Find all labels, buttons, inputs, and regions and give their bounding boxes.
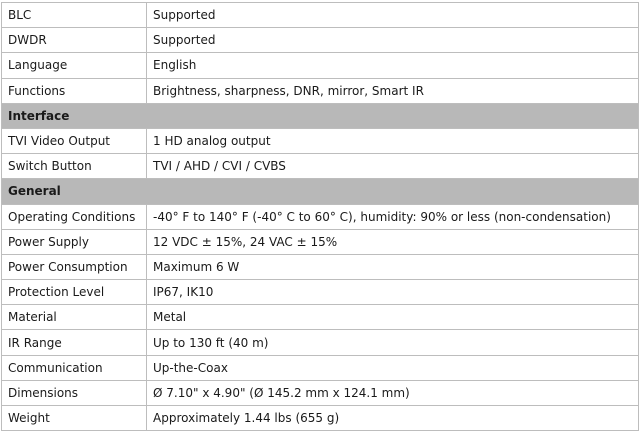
spec-value: 12 VDC ± 15%, 24 VAC ± 15% [147,229,639,254]
spec-value: Approximately 1.44 lbs (655 g) [147,406,639,431]
spec-label: Weight [2,406,147,431]
spec-value: Up to 130 ft (40 m) [147,330,639,355]
section-header-row [2,103,639,128]
spec-value: IP67, IK10 [147,280,639,305]
spec-row [2,204,639,229]
spec-row [2,53,639,78]
section-header: General [2,179,639,204]
spec-value: TVI / AHD / CVI / CVBS [147,154,639,179]
spec-row [2,380,639,405]
spec-row [2,78,639,103]
spec-label: Operating Conditions [2,204,147,229]
spec-label: TVI Video Output [2,128,147,153]
spec-label: Switch Button [2,154,147,179]
spec-label: IR Range [2,330,147,355]
spec-label: Power Consumption [2,254,147,279]
spec-value: Supported [147,3,639,28]
spec-row [2,406,639,431]
spec-label: Protection Level [2,280,147,305]
spec-value: -40° F to 140° F (-40° C to 60° C), humidity: 90% or less (non-condensation) [147,204,639,229]
spec-row [2,154,639,179]
spec-row [2,280,639,305]
spec-table [1,2,639,431]
spec-row [2,229,639,254]
section-header-row [2,179,639,204]
spec-row [2,305,639,330]
spec-value: Brightness, sharpness, DNR, mirror, Smart IR [147,78,639,103]
spec-label: Power Supply [2,229,147,254]
spec-row [2,3,639,28]
spec-label: Language [2,53,147,78]
spec-label: BLC [2,3,147,28]
spec-row [2,28,639,53]
spec-label: Communication [2,355,147,380]
spec-label: DWDR [2,28,147,53]
spec-label: Material [2,305,147,330]
spec-row [2,330,639,355]
spec-value: Supported [147,28,639,53]
spec-label: Functions [2,78,147,103]
spec-row [2,355,639,380]
spec-value: 1 HD analog output [147,128,639,153]
spec-value: Maximum 6 W [147,254,639,279]
spec-value: Ø 7.10" x 4.90" (Ø 145.2 mm x 124.1 mm) [147,380,639,405]
spec-value: Up-the-Coax [147,355,639,380]
section-header: Interface [2,103,639,128]
spec-label: Dimensions [2,380,147,405]
spec-value: English [147,53,639,78]
spec-value: Metal [147,305,639,330]
spec-row [2,128,639,153]
spec-row [2,254,639,279]
spec-table-body [2,3,639,431]
